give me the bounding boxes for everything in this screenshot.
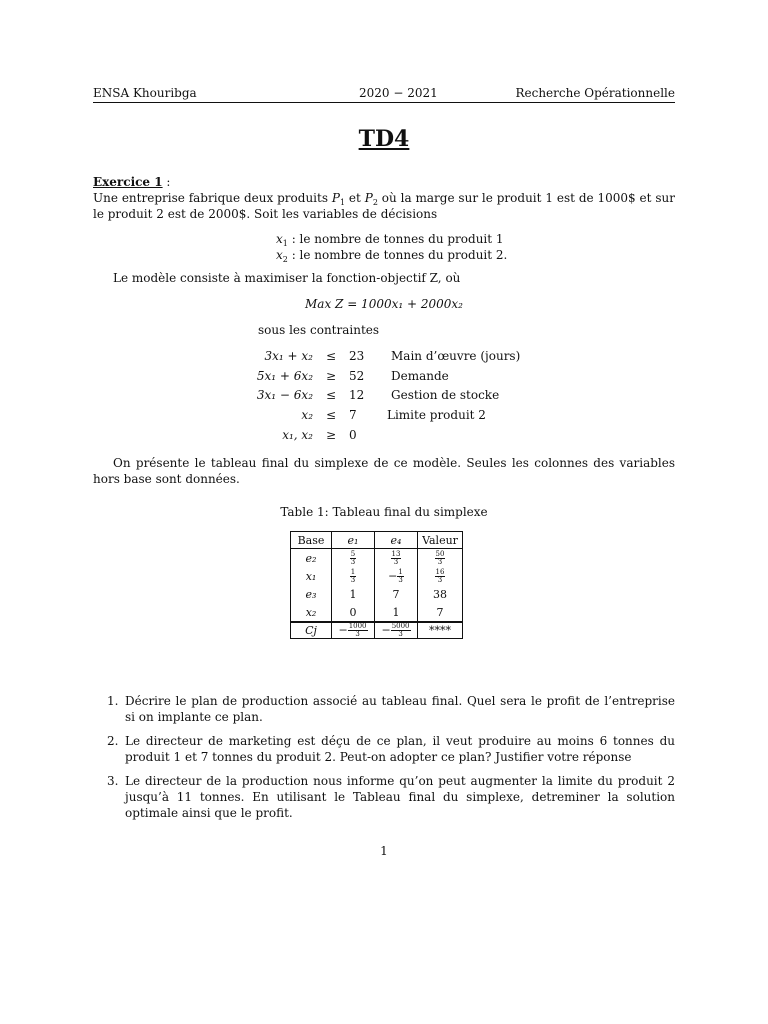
cell-e4: 1 — [375, 603, 418, 622]
header-rule — [93, 102, 675, 103]
var-def-x2: $x_2$ : le nombre de tonnes du produit 2. — [276, 248, 508, 264]
cell-e4: 7 — [375, 585, 418, 603]
exercise-label: Exercice 1 — [93, 175, 163, 189]
constraint-op: ≤ — [326, 408, 337, 422]
cell-e1: − $\frac{1000}{3}$ — [332, 622, 375, 639]
constraint-lhs: 3x₁ − 6x₂ — [256, 388, 313, 402]
constraint-lhs: 5x₁ + 6x₂ — [256, 369, 313, 383]
cell-base: x₁ — [291, 567, 332, 585]
variable-definitions — [276, 231, 507, 263]
question-item: 3. Le directeur de la production nous informe qu’on peut augmenter la limite du produit 2 jusqu’à 11 tonnes. En utilisant le Tableau final du simplexe, detreminer la solution optimale ainsi que le profit. — [107, 774, 675, 820]
constraints-block — [0, 349, 768, 449]
constraint-label: Gestion de stocke — [391, 388, 500, 402]
constraint-rhs: 7 — [349, 408, 357, 422]
var-def-x1: $x_1$ : le nombre de tonnes du produit 1 — [276, 232, 504, 248]
table-row — [291, 549, 463, 568]
constraint-op: ≥ — [326, 369, 337, 383]
page-number: 1 — [380, 844, 388, 858]
header-base: Base — [291, 532, 332, 549]
constraint-op: ≤ — [326, 349, 337, 363]
constraint-rhs: 23 — [349, 349, 365, 363]
cell-base: x₂ — [291, 603, 332, 622]
header-year: 2020 − 2021 — [359, 86, 438, 100]
page-header — [93, 86, 675, 102]
constraints-intro: sous les contraintes — [258, 323, 380, 337]
table-cj-row — [291, 622, 463, 639]
constraint-op: ≥ — [326, 428, 337, 442]
constraint-lhs: 3x₁ + x₂ — [264, 349, 313, 363]
cell-e4: $\frac{13}{3}$ — [375, 549, 418, 568]
cell-e4: − $\frac{1}{3}$ — [375, 567, 418, 585]
header-e4: e₄ — [375, 532, 418, 549]
cell-e4: − $\frac{5000}{3}$ — [375, 622, 418, 639]
header-value: Valeur — [418, 532, 463, 549]
cell-value: 7 — [418, 603, 463, 622]
page-title: TD4 — [358, 126, 410, 152]
cell-e1: 1 — [332, 585, 375, 603]
cell-value: $\frac{16}{3}$ — [418, 567, 463, 585]
questions — [93, 693, 675, 829]
table-caption: Table 1: Tableau final du simplexe — [280, 505, 488, 519]
header-institution: ENSA Khouribga — [93, 86, 197, 100]
exercise-intro: Exercice 1 : Une entreprise fabrique deux produits $P_1$ et $P_2$ où la marge sur le produit 1 est de 1000$ et sur le produit 2 est de 2000$. Soit les variables de décisions — [93, 175, 675, 221]
constraint-label: Demande — [391, 369, 449, 383]
constraint-op: ≤ — [326, 388, 337, 402]
cell-e1: 0 — [332, 603, 375, 622]
constraint-lhs: x₁, x₂ — [282, 428, 313, 442]
question-item: 2. Le directeur de marketing est déçu de ce plan, il veut produire au moins 6 tonnes du produit 1 et 7 tonnes du produit 2. Peut-on adopter ce plan? Justifier votre réponse — [107, 734, 675, 764]
simplex-table-wrapper — [290, 531, 463, 639]
cell-value: **** — [418, 622, 463, 639]
model-intro: Le modèle consiste à maximiser la fonction-objectif Z, où — [113, 271, 461, 285]
cell-value: $\frac{50}{3}$ — [418, 549, 463, 568]
table-row — [291, 567, 463, 585]
header-e1: e₁ — [332, 532, 375, 549]
table-header-row — [291, 532, 463, 549]
simplex-table — [290, 531, 463, 639]
cell-base: e₂ — [291, 549, 332, 568]
table-row — [291, 585, 463, 603]
question-item: 1. Décrire le plan de production associé au tableau final. Quel sera le profit de l’entreprise si on implante ce plan. — [107, 694, 675, 724]
header-course: Recherche Opérationnelle — [515, 86, 675, 100]
cell-base: e₃ — [291, 585, 332, 603]
constraint-label: Main d’œuvre (jours) — [391, 349, 521, 363]
tableau-intro: On présente le tableau final du simplexe de ce modèle. Seules les colonnes des variables hors base sont données. — [93, 456, 675, 486]
cell-value: 38 — [418, 585, 463, 603]
constraint-rhs: 12 — [349, 388, 365, 402]
table-row — [291, 603, 463, 622]
objective-function: Max Z = 1000x₁ + 2000x₂ — [305, 297, 463, 311]
cell-e1: $\frac{1}{3}$ — [332, 567, 375, 585]
constraint-label: Limite produit 2 — [387, 408, 486, 422]
cell-e1: $\frac{5}{3}$ — [332, 549, 375, 568]
constraint-rhs: 0 — [349, 428, 357, 442]
cell-base: Cj — [291, 622, 332, 639]
constraint-lhs: x₂ — [301, 408, 313, 422]
constraint-rhs: 52 — [349, 369, 365, 383]
